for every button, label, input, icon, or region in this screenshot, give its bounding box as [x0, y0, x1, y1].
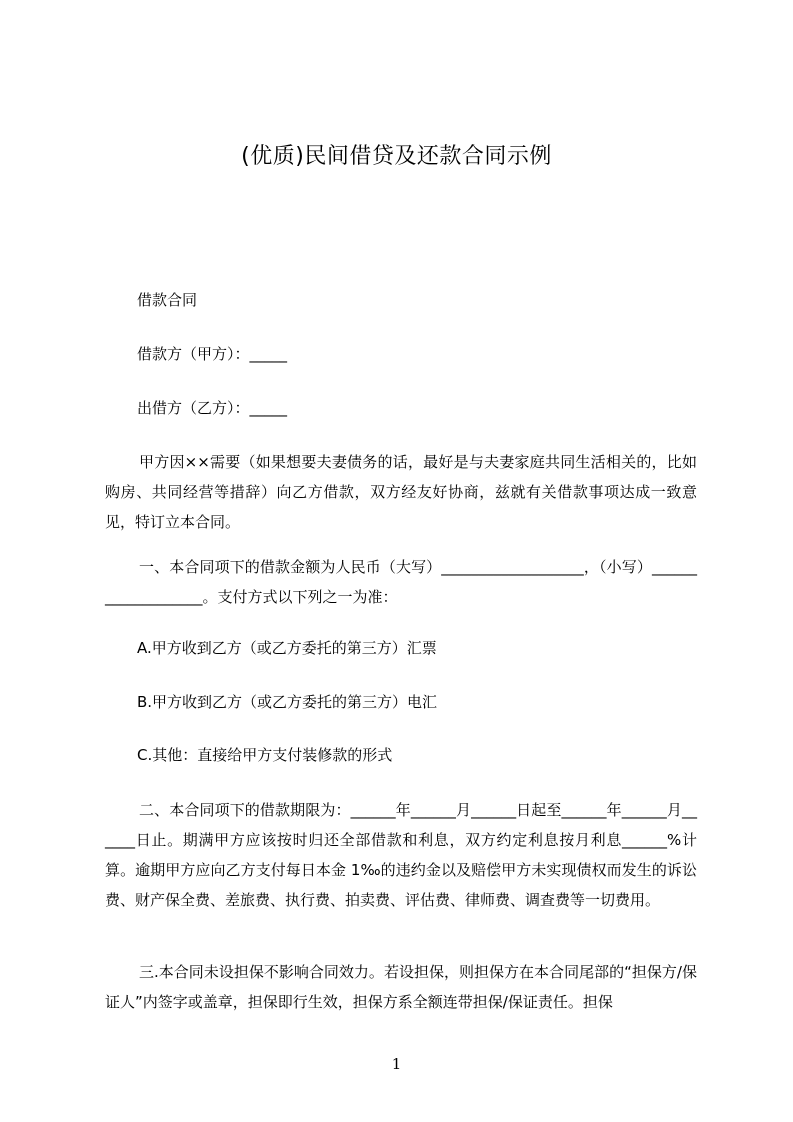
- lender-line: 出借方（乙方）：_____: [137, 399, 288, 417]
- payment-option-c: C.其他：直接给甲方支付装修款的形式: [137, 746, 393, 764]
- contract-heading: 借款合同: [137, 291, 198, 309]
- intro-paragraph: 甲方因××需要（如果想要夫妻债务的话，最好是与夫妻家庭共同生活相关的，比如购房、共同经营等措辞）向乙方借款，双方经友好协商，兹就有关借款事项达成一致意见，特订立本合同。: [105, 453, 697, 531]
- clause-3-paragraph: 三.本合同未设担保不影响合同效力。若设担保，则担保方在本合同尾部的“担保方/保证人”内签字或盖章，担保即行生效，担保方系全额连带担保/保证责任。担保: [105, 963, 697, 1011]
- payment-option-b: B.甲方收到乙方（或乙方委托的第三方）电汇: [137, 693, 438, 711]
- document-title: (优质)民间借贷及还款合同示例: [241, 144, 552, 169]
- clause-2-paragraph: 二、本合同项下的借款期限为：______年______月______日起至______年______月______日止。期满甲方应该按时归还全部借款和利息，双方约定利息按月利息______%计算。逾期甲方应向乙方支付每日本金 1‰的违约金以及赔偿甲方未实现债权而发生的诉讼费、财产保全费、差旅费、执行费、拍卖费、评估费、律师费、调查费等一切费用。: [105, 801, 697, 909]
- page-number: 1: [391, 1055, 402, 1073]
- borrower-line: 借款方（甲方）：_____: [137, 345, 288, 363]
- clause-1-paragraph: 一、本合同项下的借款金额为人民币（大写）___________________，（小写）___________________。支付方式以下列之一为准：: [105, 558, 697, 606]
- payment-option-a: A.甲方收到乙方（或乙方委托的第三方）汇票: [137, 639, 437, 657]
